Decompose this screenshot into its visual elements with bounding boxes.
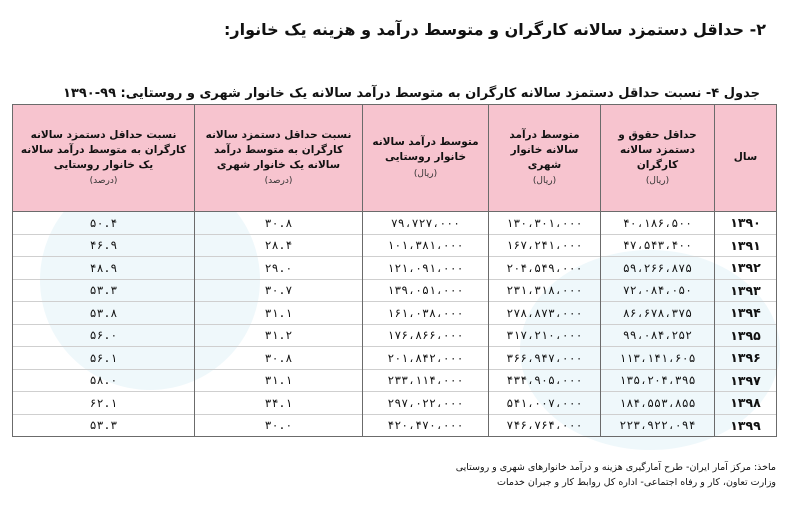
- cell-rural-ratio: ۵۳.۳: [13, 414, 195, 437]
- table-row: [13, 234, 777, 257]
- cell-year: ۱۳۹۵: [715, 324, 777, 347]
- table-row: [13, 414, 777, 437]
- cell-min-wage: ۸۶،۶۷۸،۳۷۵: [601, 302, 715, 325]
- table-header-row: [13, 105, 777, 212]
- cell-min-wage: ۴۰،۱۸۶،۵۰۰: [601, 212, 715, 235]
- cell-year: ۱۳۹۴: [715, 302, 777, 325]
- table-row: [13, 302, 777, 325]
- cell-min-wage: ۱۳۵،۲۰۴،۳۹۵: [601, 369, 715, 392]
- cell-rural-income: ۱۲۱،۰۹۱،۰۰۰: [363, 257, 489, 280]
- cell-year: ۱۳۹۹: [715, 414, 777, 437]
- cell-rural-ratio: ۴۶.۹: [13, 234, 195, 257]
- cell-urban-ratio: ۳۰.۸: [195, 347, 363, 370]
- cell-rural-ratio: ۶۲.۱: [13, 392, 195, 415]
- cell-min-wage: ۱۱۳،۱۴۱،۶۰۵: [601, 347, 715, 370]
- cell-year: ۱۳۹۰: [715, 212, 777, 235]
- cell-urban-income: ۲۳۱،۳۱۸،۰۰۰: [489, 279, 601, 302]
- header-min-wage: حداقل حقوق و دستمزد سالانه کارگران (ریال): [601, 105, 715, 212]
- table-row: [13, 347, 777, 370]
- source-line: وزارت تعاون، کار و رفاه اجتماعی- اداره کل روابط کار و جبران خدمات: [497, 477, 776, 488]
- cell-min-wage: ۹۹،۰۸۴،۲۵۲: [601, 324, 715, 347]
- cell-min-wage: ۱۸۴،۵۵۳،۸۵۵: [601, 392, 715, 415]
- cell-rural-income: ۱۰۱،۳۸۱،۰۰۰: [363, 234, 489, 257]
- cell-urban-income: ۴۳۴،۹۰۵،۰۰۰: [489, 369, 601, 392]
- header-rural-income: متوسط درآمد سالانه خانوار روستایی (ریال): [363, 105, 489, 212]
- cell-year: ۱۳۹۷: [715, 369, 777, 392]
- cell-urban-ratio: ۳۰.۰: [195, 414, 363, 437]
- cell-rural-ratio: ۵۸.۰: [13, 369, 195, 392]
- table-row: [13, 257, 777, 280]
- cell-urban-ratio: ۳۱.۱: [195, 369, 363, 392]
- cell-min-wage: ۲۲۳،۹۲۲،۰۹۴: [601, 414, 715, 437]
- cell-year: ۱۳۹۲: [715, 257, 777, 280]
- header-urban-ratio: نسبت حداقل دستمزد سالانه کارگران به متوسط درآمد سالانه یک خانوار شهری (درصد): [195, 105, 363, 212]
- data-table-wrapper: [12, 104, 776, 437]
- cell-urban-income: ۳۶۶،۹۴۷،۰۰۰: [489, 347, 601, 370]
- table-row: [13, 392, 777, 415]
- cell-urban-ratio: ۳۴.۱: [195, 392, 363, 415]
- cell-urban-ratio: ۲۹.۰: [195, 257, 363, 280]
- cell-rural-ratio: ۴۸.۹: [13, 257, 195, 280]
- cell-rural-ratio: ۵۶.۱: [13, 347, 195, 370]
- source-note: [346, 460, 776, 490]
- header-rural-ratio: نسبت حداقل دستمزد سالانه کارگران به متوسط درآمد سالانه یک خانوار روستایی (درصد): [13, 105, 195, 212]
- cell-year: ۱۳۹۳: [715, 279, 777, 302]
- cell-year: ۱۳۹۸: [715, 392, 777, 415]
- cell-rural-income: ۱۶۱،۰۳۸،۰۰۰: [363, 302, 489, 325]
- cell-urban-income: ۱۶۷،۲۴۱،۰۰۰: [489, 234, 601, 257]
- table-title: جدول ۴- نسبت حداقل دستمزد سالانه کارگران به متوسط درآمد سالانه یک خانوار شهری و روستایی: ۹۹-۱۳۹۰: [62, 86, 760, 101]
- cell-urban-income: ۲۰۴،۵۴۹،۰۰۰: [489, 257, 601, 280]
- cell-rural-income: ۲۳۳،۱۱۴،۰۰۰: [363, 369, 489, 392]
- table-row: [13, 324, 777, 347]
- cell-year: ۱۳۹۶: [715, 347, 777, 370]
- cell-rural-income: ۲۰۱،۸۴۲،۰۰۰: [363, 347, 489, 370]
- cell-rural-ratio: ۵۶.۰: [13, 324, 195, 347]
- data-table: [12, 104, 777, 437]
- cell-urban-ratio: ۳۰.۷: [195, 279, 363, 302]
- cell-rural-income: ۱۳۹،۰۵۱،۰۰۰: [363, 279, 489, 302]
- source-line: ماخذ: مرکز آمار ایران- طرح آمارگیری هزینه و درآمد خانوارهای شهری و روستایی: [455, 462, 776, 473]
- cell-urban-ratio: ۳۱.۲: [195, 324, 363, 347]
- table-row: [13, 212, 777, 235]
- cell-urban-income: ۱۳۰،۳۰۱،۰۰۰: [489, 212, 601, 235]
- cell-urban-ratio: ۲۸.۴: [195, 234, 363, 257]
- cell-urban-income: ۷۴۶،۷۶۴،۰۰۰: [489, 414, 601, 437]
- cell-rural-ratio: ۵۳.۳: [13, 279, 195, 302]
- cell-rural-income: ۷۹،۷۲۷،۰۰۰: [363, 212, 489, 235]
- cell-urban-income: ۳۱۷،۲۱۰،۰۰۰: [489, 324, 601, 347]
- cell-rural-income: ۱۷۶،۸۶۶،۰۰۰: [363, 324, 489, 347]
- cell-urban-income: ۵۴۱،۰۰۷،۰۰۰: [489, 392, 601, 415]
- cell-year: ۱۳۹۱: [715, 234, 777, 257]
- cell-min-wage: ۵۹،۲۶۶،۸۷۵: [601, 257, 715, 280]
- cell-rural-ratio: ۵۳.۸: [13, 302, 195, 325]
- table-row: [13, 279, 777, 302]
- cell-rural-ratio: ۵۰.۴: [13, 212, 195, 235]
- cell-urban-ratio: ۳۱.۱: [195, 302, 363, 325]
- cell-rural-income: ۲۹۷،۰۲۲،۰۰۰: [363, 392, 489, 415]
- cell-urban-income: ۲۷۸،۸۷۳،۰۰۰: [489, 302, 601, 325]
- cell-rural-income: ۴۲۰،۴۷۰،۰۰۰: [363, 414, 489, 437]
- header-urban-income: متوسط درآمد سالانه خانوار شهری (ریال): [489, 105, 601, 212]
- section-title: ۲- حداقل دستمزد سالانه کارگران و متوسط درآمد و هزینه یک خانوار:: [224, 20, 766, 39]
- cell-min-wage: ۷۲،۰۸۴،۰۵۰: [601, 279, 715, 302]
- cell-min-wage: ۴۷،۵۴۳،۴۰۰: [601, 234, 715, 257]
- cell-urban-ratio: ۳۰.۸: [195, 212, 363, 235]
- header-year: سال: [715, 105, 777, 212]
- table-row: [13, 369, 777, 392]
